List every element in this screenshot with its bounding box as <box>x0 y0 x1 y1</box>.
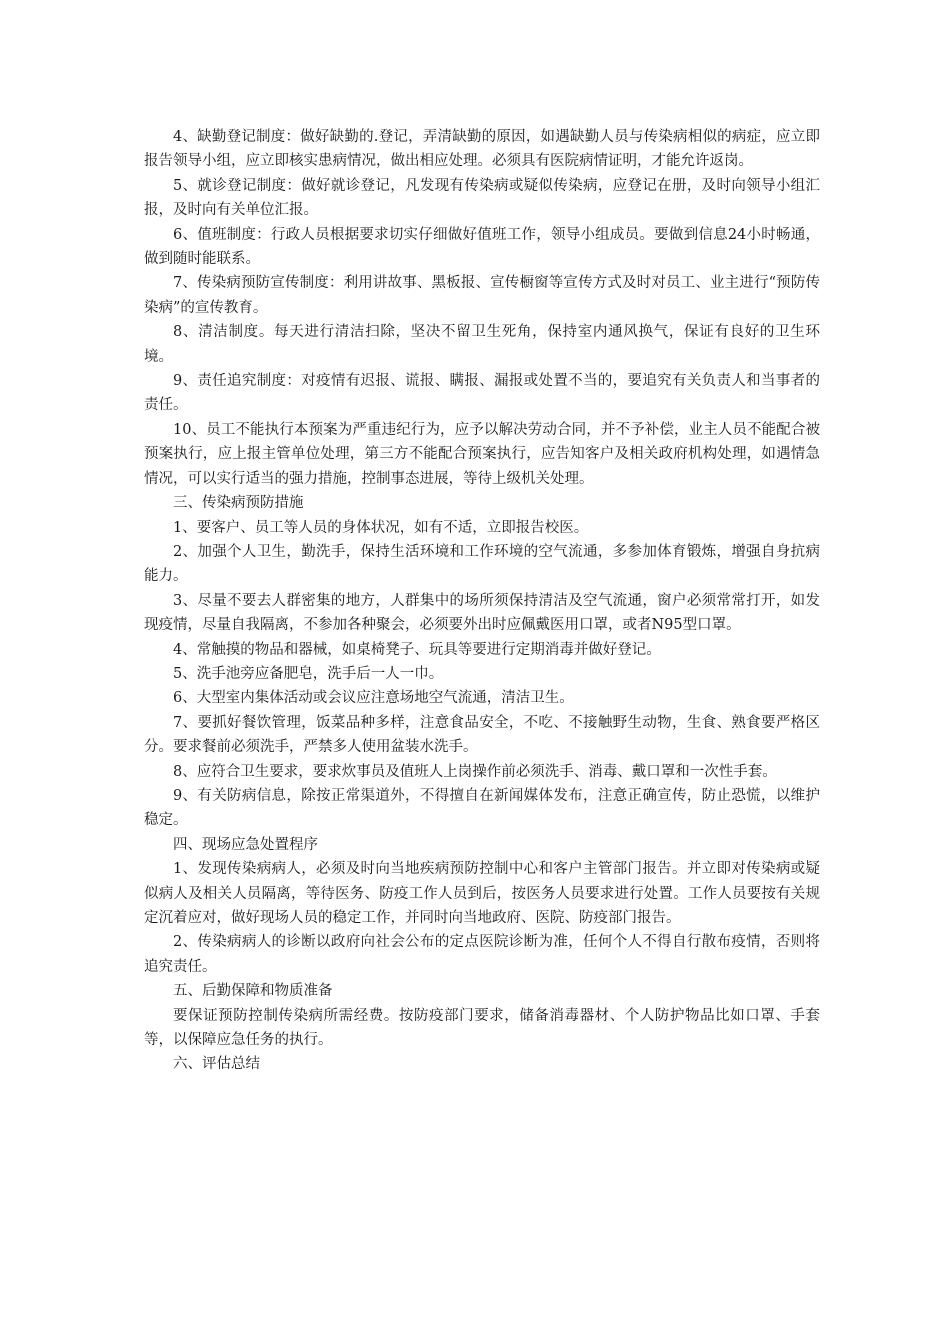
paragraph-cleaning-system: 8、清洁制度。每天进行清洁扫除，坚决不留卫生死角，保持室内通风换气，保证有良好的卫生环境。 <box>144 324 820 365</box>
section-heading-evaluation: 六、评估总结 <box>173 1056 260 1073</box>
paragraph-procedure-1: 1、发现传染病病人，必须及时向当地疾病预防控制中心和客户主管部门报告。并立即对传染病或疑似病人及相关人员隔离，等待医务、防疫工作人员到后，按医务人员要求进行处置。工作人员要按有关规定沉着应对，做好现场人员的稳定工作，并同时向当地政府、医院、防疫部门报告。 <box>144 861 820 926</box>
paragraph-measure-2: 2、加强个人卫生，勤洗手，保持生活环境和工作环境的空气流通，多参加体育锻炼，增强自身抗病能力。 <box>144 543 820 585</box>
paragraph-measure-1: 1、要客户、员工等人员的身体状况，如有不适，立即报告校医。 <box>173 519 589 536</box>
paragraph-procedure-2: 2、传染病病人的诊断以政府向社会公布的定点医院诊断为准，任何个人不得自行散布疫情，否则将追究责任。 <box>144 934 820 975</box>
section-heading-prevention-measures: 三、传染病预防措施 <box>173 495 304 512</box>
paragraph-measure-5: 5、洗手池旁应备肥皂，洗手后一人一巾。 <box>173 665 444 682</box>
paragraph-logistics: 要保证预防控制传染病所需经费。按防疫部门要求，储备消毒器材、个人防护物品比如口罩、手套等，以保障应急任务的执行。 <box>144 1007 820 1049</box>
paragraph-measure-7: 7、要抓好餐饮管理，饭菜品种多样，注意食品安全，不吃、不接触野生动物，生食、熟食要严格区分。要求餐前必须洗手，严禁多人使用盆装水洗手。 <box>144 714 820 756</box>
paragraph-measure-6: 6、大型室内集体活动或会议应注意场地空气流通，清洁卫生。 <box>173 690 574 707</box>
paragraph-measure-9: 9、有关防病信息，除按正常渠道外，不得擅自在新闻媒体发布，注意正确宣传，防止恐慌，以维护稳定。 <box>144 787 820 829</box>
paragraph-accountability-system: 9、责任追究制度：对疫情有迟报、谎报、瞒报、漏报或处置不当的，要追究有关负责人和当事者的责任。 <box>144 373 820 414</box>
document-body <box>144 125 820 1077</box>
paragraph-violation-handling: 10、员工不能执行本预案为严重违纪行为，应予以解决劳动合同，并不予补偿，业主人员不能配合被预案执行，应上报主管单位处理，第三方不能配合预案执行，应告知客户及相关政府机构处理，如遇情急情况，可以实行适当的强力措施，控制事态进展，等待上级机关处理。 <box>144 421 820 487</box>
section-heading-emergency-procedure: 四、现场应急处置程序 <box>173 836 318 853</box>
paragraph-measure-8: 8、应符合卫生要求，要求炊事员及值班人上岗操作前必须洗手、消毒、戴口罩和一次性手套。 <box>173 763 777 780</box>
paragraph-measure-3: 3、尽量不要去人群密集的地方，人群集中的场所须保持清洁及空气流通，窗户必须常常打开，如发现疫情，尽量自我隔离，不参加各种聚会，必须要外出时应佩戴医用口罩，或者N95型口罩。 <box>144 592 820 634</box>
paragraph-measure-4: 4、常触摸的物品和器械，如桌椅凳子、玩具等要进行定期消毒并做好登记。 <box>173 641 661 658</box>
paragraph-visit-registration: 5、就诊登记制度：做好就诊登记，凡发现有传染病或疑似传染病，应登记在册，及时向领导小组汇报，及时向有关单位汇报。 <box>144 177 820 219</box>
section-heading-logistics: 五、后勤保障和物质准备 <box>173 983 333 1000</box>
paragraph-publicity-system: 7、传染病预防宣传制度：利用讲故事、黑板报、宣传橱窗等宣传方式及时对员工、业主进行“预防传染病”的宣传教育。 <box>144 275 820 316</box>
paragraph-absence-registration: 4、缺勤登记制度：做好缺勤的.登记，弄清缺勤的原因，如遇缺勤人员与传染病相似的病症，应立即报告领导小组，应立即核实患病情况，做出相应处理。必须具有医院病情证明，才能允许返岗。 <box>144 129 820 170</box>
paragraph-duty-system: 6、值班制度：行政人员根据要求切实仔细做好值班工作，领导小组成员。要做到信息24小时畅通，做到随时能联系。 <box>144 226 820 268</box>
